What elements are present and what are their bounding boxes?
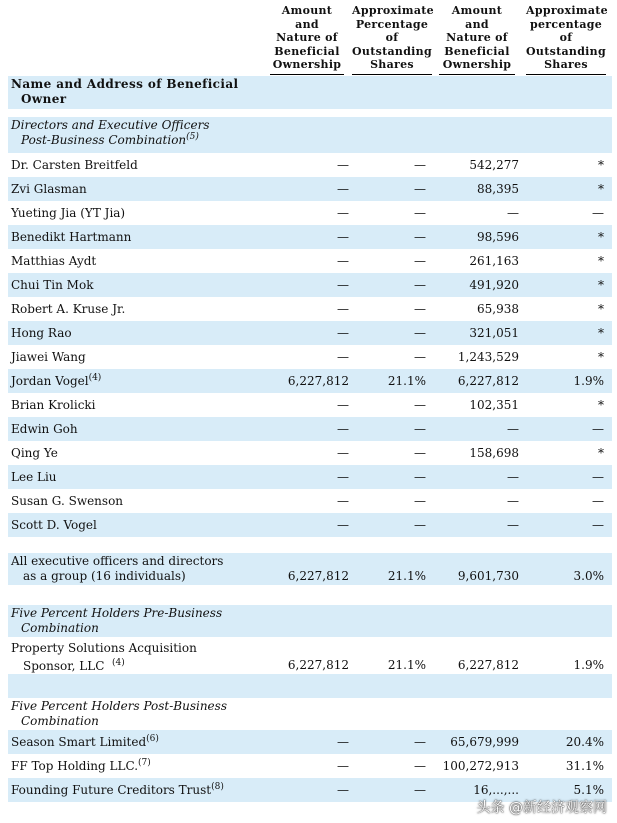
amount-pre: — xyxy=(337,398,349,412)
row-name xyxy=(11,374,101,388)
row-name-text: Chui Tin Mok xyxy=(11,278,94,292)
header-line: Nature of xyxy=(446,31,508,45)
amount-pre: — xyxy=(337,326,349,340)
header-line: percentage xyxy=(529,17,603,31)
row-name-text: Jordan Vogel xyxy=(11,374,89,388)
name-header-line: Owner xyxy=(21,92,67,106)
amount-pre: — xyxy=(337,422,349,436)
percent-pre: — xyxy=(414,398,426,412)
row-name xyxy=(11,254,96,268)
percent-pre: — xyxy=(414,759,426,773)
sponsor-percent-post: 1.9% xyxy=(573,658,604,672)
percent-pre: — xyxy=(414,254,426,268)
name-header-row xyxy=(8,76,612,109)
percent-pre: — xyxy=(414,494,426,508)
percent-pre: — xyxy=(414,735,426,749)
section-line: Five Percent Holders Pre-Business xyxy=(11,606,223,620)
amount-pre: — xyxy=(337,350,349,364)
col-header-amount-post xyxy=(439,4,515,72)
row-name xyxy=(11,302,125,316)
percent-post: 5.1% xyxy=(573,783,604,797)
table-row xyxy=(8,225,612,249)
spacer xyxy=(8,109,612,117)
amount-post: 98,596 xyxy=(477,230,519,244)
section-title xyxy=(11,606,222,636)
percent-post: * xyxy=(598,302,604,316)
header-line: Shares xyxy=(544,58,588,72)
header-line: Amount and xyxy=(281,4,333,31)
row-name xyxy=(11,398,96,412)
row-name xyxy=(11,494,123,508)
col-header-percent-post xyxy=(526,4,606,72)
percent-pre: — xyxy=(414,206,426,220)
percent-pre: — xyxy=(414,422,426,436)
table-row xyxy=(8,393,612,417)
percent-post: * xyxy=(598,398,604,412)
table-row xyxy=(8,417,612,441)
amount-pre: — xyxy=(337,446,349,460)
percent-post: * xyxy=(598,254,604,268)
amount-post: 102,351 xyxy=(469,398,519,412)
percent-post: — xyxy=(592,518,604,532)
footnote-ref: (4) xyxy=(112,658,125,668)
sponsor-amount-post: 6,227,812 xyxy=(457,658,519,672)
header-line: Shares xyxy=(370,58,414,72)
table-row xyxy=(8,441,612,465)
row-name-text: Edwin Goh xyxy=(11,422,78,436)
table-row xyxy=(8,730,612,754)
header-line: Approximate xyxy=(526,4,608,17)
sponsor-percent-pre: 21.1% xyxy=(387,658,426,672)
row-name-text: Zvi Glasman xyxy=(11,182,87,196)
percent-pre: — xyxy=(414,278,426,292)
header-line: Nature of xyxy=(276,31,338,45)
amount-pre: — xyxy=(337,158,349,172)
table-row xyxy=(8,273,612,297)
percent-post: * xyxy=(598,350,604,364)
section-line: Post-Business Combination xyxy=(21,133,187,147)
row-name-text: Season Smart Limited xyxy=(11,735,147,749)
percent-pre: — xyxy=(414,350,426,364)
row-name-text: Benedikt Hartmann xyxy=(11,230,132,244)
row-name-text: Robert A. Kruse Jr. xyxy=(11,302,126,316)
row-name-text: Yueting Jia (YT Jia) xyxy=(11,206,126,220)
row-name xyxy=(11,735,159,749)
spacer xyxy=(8,537,612,553)
table-row xyxy=(8,177,612,201)
row-name xyxy=(11,446,58,460)
group-name-line: as a group (16 individuals) xyxy=(23,569,186,583)
percent-post: 20.4% xyxy=(565,735,604,749)
amount-pre: — xyxy=(337,254,349,268)
header-line: Outstanding xyxy=(352,44,432,58)
post-holders-rows xyxy=(8,730,612,802)
row-name-text: Scott D. Vogel xyxy=(11,518,97,532)
name-header-line: Name and Address of Beneficial xyxy=(11,77,239,91)
spacer xyxy=(8,585,612,605)
row-name xyxy=(11,422,78,436)
watermark: 头条 @新经济观察网 xyxy=(476,800,607,816)
section-line: Combination xyxy=(21,621,99,635)
amount-pre: — xyxy=(337,735,349,749)
percent-pre: — xyxy=(414,158,426,172)
table-row xyxy=(8,489,612,513)
table-row xyxy=(8,249,612,273)
amount-post: — xyxy=(507,494,519,508)
row-name xyxy=(11,350,86,364)
group-name xyxy=(11,554,223,584)
footnote-ref: (4) xyxy=(88,373,102,383)
percent-post: — xyxy=(592,494,604,508)
percent-pre: — xyxy=(414,182,426,196)
section-line: Directors and Executive Officers xyxy=(11,118,210,132)
amount-pre: 6,227,812 xyxy=(287,374,349,388)
header-line: Amount and xyxy=(451,4,503,31)
percent-pre: 21.1% xyxy=(387,374,426,388)
group-percent-post: 3.0% xyxy=(573,569,604,583)
amount-post: 542,277 xyxy=(469,158,519,172)
row-name-text: Matthias Aydt xyxy=(11,254,97,268)
footnote-ref: (8) xyxy=(211,782,224,792)
row-name xyxy=(11,759,151,773)
amount-post: 88,395 xyxy=(477,182,519,196)
row-name xyxy=(11,182,87,196)
header-rule xyxy=(526,74,606,75)
amount-post: 100,272,913 xyxy=(442,759,519,773)
percent-pre: — xyxy=(414,326,426,340)
percent-post: * xyxy=(598,278,604,292)
section-heading-pre-holders xyxy=(8,605,612,637)
row-name-text: Hong Rao xyxy=(11,326,72,340)
sponsor-name xyxy=(11,639,197,675)
amount-pre: — xyxy=(337,278,349,292)
amount-pre: — xyxy=(337,759,349,773)
amount-post: 6,227,812 xyxy=(457,374,519,388)
amount-pre: — xyxy=(337,206,349,220)
amount-post: — xyxy=(507,470,519,484)
section-title xyxy=(11,118,209,148)
amount-post: 158,698 xyxy=(469,446,519,460)
group-amount-post: 9,601,730 xyxy=(457,569,519,583)
percent-post: * xyxy=(598,326,604,340)
header-rule xyxy=(270,74,344,75)
row-name xyxy=(11,278,93,292)
sponsor-row xyxy=(8,637,612,674)
header-line: of xyxy=(559,31,573,45)
row-name-text: FF Top Holding LLC. xyxy=(11,759,139,773)
amount-pre: — xyxy=(337,494,349,508)
table-row xyxy=(8,153,612,177)
col-header-amount-pre xyxy=(270,4,344,72)
directors-rows xyxy=(8,153,612,537)
amount-post: 321,051 xyxy=(469,326,519,340)
table-header xyxy=(8,0,612,76)
percent-pre: — xyxy=(414,302,426,316)
section-heading-directors xyxy=(8,117,612,153)
table-row xyxy=(8,754,612,778)
table-row xyxy=(8,513,612,537)
header-line: of xyxy=(385,31,399,45)
header-line: Approximate xyxy=(352,4,434,17)
header-line: Ownership xyxy=(442,58,512,72)
amount-post: — xyxy=(507,518,519,532)
section-heading-post-holders xyxy=(8,698,612,730)
header-line: Ownership xyxy=(272,58,342,72)
row-name-text: Brian Krolicki xyxy=(11,398,96,412)
amount-post: — xyxy=(507,422,519,436)
section-title xyxy=(11,699,227,729)
percent-pre: — xyxy=(414,446,426,460)
amount-post: 65,679,999 xyxy=(450,735,519,749)
percent-post: * xyxy=(598,230,604,244)
row-name xyxy=(11,158,138,172)
header-line: Beneficial xyxy=(274,44,340,58)
table-row xyxy=(8,345,612,369)
percent-post: — xyxy=(592,470,604,484)
row-name xyxy=(11,206,125,220)
row-name-text: Dr. Carsten Breitfeld xyxy=(11,158,138,172)
percent-post: * xyxy=(598,158,604,172)
row-name-text: Lee Liu xyxy=(11,470,57,484)
row-name-text: Susan G. Swenson xyxy=(11,494,124,508)
footnote-ref: (7) xyxy=(138,758,151,768)
amount-pre: — xyxy=(337,518,349,532)
percent-post: * xyxy=(598,446,604,460)
row-name-text: Jiawei Wang xyxy=(11,350,86,364)
percent-pre: — xyxy=(414,783,426,797)
row-name xyxy=(11,470,57,484)
percent-pre: — xyxy=(414,230,426,244)
table-row xyxy=(8,201,612,225)
percent-post: 31.1% xyxy=(565,759,604,773)
amount-post: 1,243,529 xyxy=(457,350,519,364)
row-name-text: Qing Ye xyxy=(11,446,58,460)
header-line: Outstanding xyxy=(526,44,606,58)
sponsor-name-line: Property Solutions Acquisition xyxy=(11,641,197,655)
amount-pre: — xyxy=(337,302,349,316)
percent-pre: — xyxy=(414,518,426,532)
group-name-line: All executive officers and directors xyxy=(11,554,224,568)
percent-post: — xyxy=(592,422,604,436)
table-row xyxy=(8,297,612,321)
amount-pre: — xyxy=(337,470,349,484)
percent-post: — xyxy=(592,206,604,220)
amount-post: 261,163 xyxy=(469,254,519,268)
percent-post: * xyxy=(598,182,604,196)
group-amount-pre: 6,227,812 xyxy=(287,569,349,583)
blank-row xyxy=(8,674,612,698)
row-name xyxy=(11,518,97,532)
header-line: Beneficial xyxy=(444,44,510,58)
amount-pre: — xyxy=(337,230,349,244)
group-percent-pre: 21.1% xyxy=(387,569,426,583)
header-rule xyxy=(439,74,515,75)
beneficial-ownership-table xyxy=(8,0,612,802)
percent-pre: — xyxy=(414,470,426,484)
amount-post: — xyxy=(507,206,519,220)
amount-post: 491,920 xyxy=(469,278,519,292)
sponsor-amount-pre: 6,227,812 xyxy=(287,658,349,672)
name-header xyxy=(11,77,238,107)
sponsor-name-line: Sponsor, LLC xyxy=(23,659,105,673)
amount-pre: — xyxy=(337,182,349,196)
col-header-percent-pre xyxy=(352,4,432,72)
section-line: Five Percent Holders Post-Business xyxy=(11,699,227,713)
group-total-row xyxy=(8,553,612,585)
section-line: Combination xyxy=(21,714,99,728)
amount-pre: — xyxy=(337,783,349,797)
row-name-text: Founding Future Creditors Trust xyxy=(11,783,212,797)
footnote-ref: (6) xyxy=(146,734,159,744)
amount-post: 16,...,... xyxy=(473,783,519,797)
header-rule xyxy=(352,74,432,75)
header-line: Percentage xyxy=(355,17,429,31)
row-name xyxy=(11,326,72,340)
amount-post: 65,938 xyxy=(477,302,519,316)
footnote-ref: (5) xyxy=(186,132,199,142)
table-row xyxy=(8,321,612,345)
table-row xyxy=(8,465,612,489)
row-name xyxy=(11,230,131,244)
percent-post: 1.9% xyxy=(573,374,604,388)
row-name xyxy=(11,783,224,797)
table-row xyxy=(8,369,612,393)
